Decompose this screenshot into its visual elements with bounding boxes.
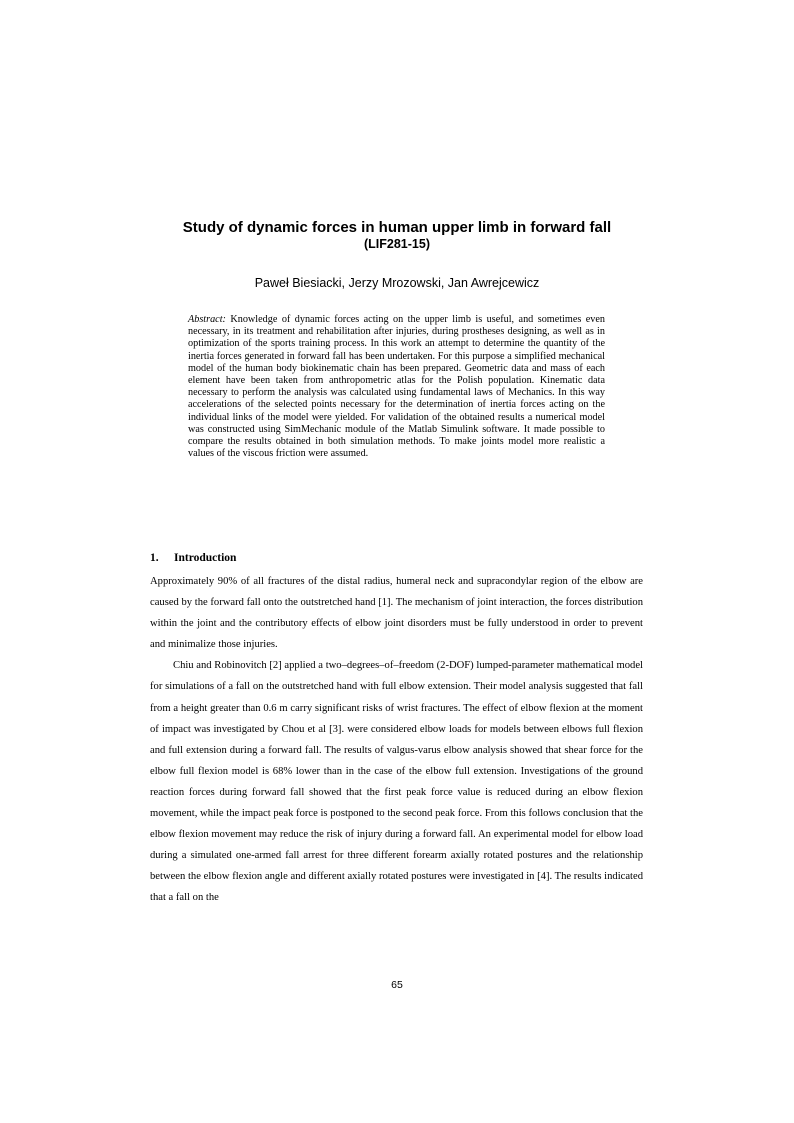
abstract (188, 314, 605, 460)
body-paragraph: Chiu and Robinovitch [2] applied a two–degrees–of–freedom (2-DOF) lumped-parameter mathematical model for simulations of a fall on the outstretched hand with full elbow extension. Their model analysis suggested that fall from a height greater than 0.6 m carry significant risks of wrist fractures. The effect of elbow flexion at the moment of impact was investigated by Chou et al [3]. were considered elbow loads for models between elbows full flexion and full extension during a forward fall. The results of valgus-varus elbow analysis showed that shear force for the elbow full flexion model is 68% lower than in the case of the elbow full extension. Investigations of the ground reaction forces during forward fall showed that the first peak force value is reduced during an elbow flexion movement, while the impact peak force is postponed to the second peak force. From this follows conclusion that the elbow flexion movement may reduce the risk of injury during a forward fall. An experimental model for elbow load during a simulated one-armed fall arrest for three different forearm axially rotated postures and the relationship between the elbow flexion angle and different axially rotated postures were investigated in [4]. The results indicated that a fall on the (150, 660, 643, 904)
abstract-text: Knowledge of dynamic forces acting on the upper limb is useful, and sometimes even necessary, in its treatment and rehabilitation after injuries, during prostheses designing, as well as in optimization of the sports training process. In this work an attempt to determine the quantity of the inertia forces generated in forward fall has been undertaken. For this purpose a simplified mechanical model of the human body biokinematic chain has been prepared. Geometric data and mass of each element have been taken from anthropometric atlas for the Polish population. Kinematic data necessary to perform the analysis was calculated using fundamental laws of Mechanics. In this way accelerations of the selected points necessary for the determination of inertia forces acting on the individual links of the model were yielded. For validation of the obtained results a numerical model was constructed using SimMechanic module of the Matlab Simulink software. It made possible to compare the results obtained in both simulation methods. To make joints model more realistic a values of the viscous friction were assumed. (188, 314, 605, 460)
section-number: 1. (150, 552, 159, 564)
paper-code: (LIF281-15) (364, 237, 430, 251)
page-number: 65 (391, 979, 403, 991)
section-heading (150, 550, 236, 566)
section-body (150, 571, 643, 909)
section-title: Introduction (174, 552, 237, 564)
authors-line: Paweł Biesiacki, Jerzy Mrozowski, Jan Awrejcewicz (254, 276, 540, 290)
paper-title: Study of dynamic forces in human upper limb in forward fall (182, 219, 612, 236)
body-paragraph: Approximately 90% of all fractures of the distal radius, humeral neck and supracondylar region of the elbow are caused by the forward fall onto the outstretched hand [1]. The mechanism of joint interaction, the forces distribution within the joint and the contributory effects of elbow joint disorders must be fully understood in order to prevent and minimalize those injuries. (150, 576, 643, 651)
abstract-label: Abstract: (188, 314, 226, 325)
